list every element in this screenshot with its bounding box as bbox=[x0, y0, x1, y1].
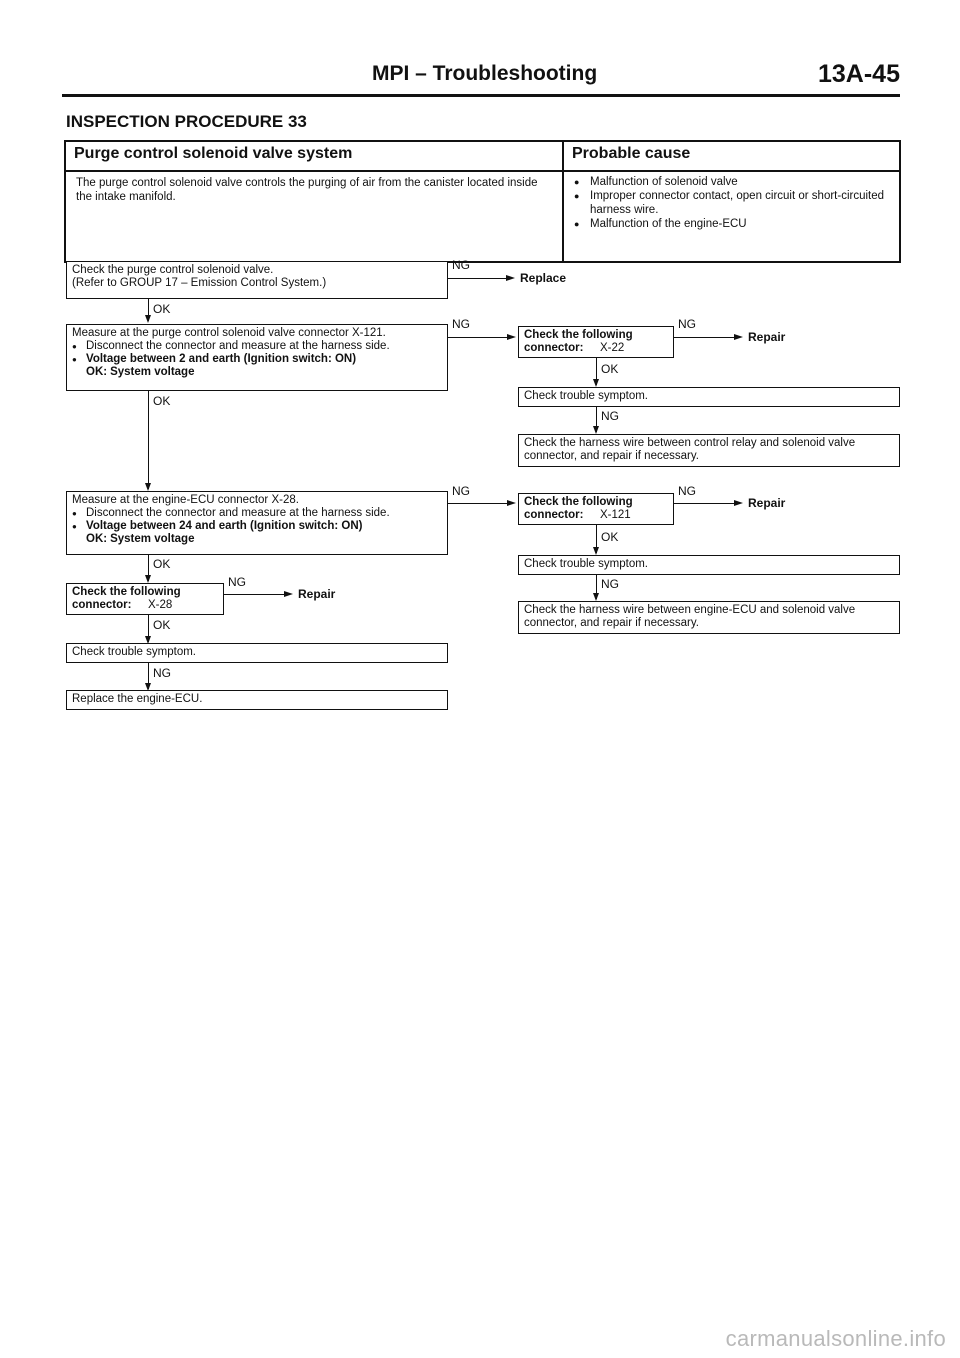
connector-line bbox=[674, 337, 736, 338]
measure-x121-box bbox=[66, 324, 448, 391]
replace-result: Replace bbox=[520, 271, 567, 285]
ok-criterion-label: OK: bbox=[86, 533, 108, 545]
page-number: 13A-45 bbox=[818, 60, 900, 88]
check-connector-value: X-121 bbox=[600, 509, 631, 521]
ok-criterion-value: System voltage bbox=[110, 366, 195, 378]
arrow-right-icon bbox=[507, 500, 516, 506]
check-trouble-text: Check trouble symptom. bbox=[524, 390, 648, 402]
arrow-right-icon bbox=[507, 334, 516, 340]
arrow-down-icon bbox=[145, 483, 151, 491]
check-connector-value: X-22 bbox=[600, 342, 625, 354]
ng-label: NG bbox=[452, 484, 470, 498]
harness-ecu-box bbox=[518, 601, 900, 634]
harness-relay-box bbox=[518, 434, 900, 467]
cause-item: ● Malfunction of the engine-ECU bbox=[574, 217, 892, 231]
connector-line bbox=[674, 503, 736, 504]
arrow-right-icon bbox=[506, 275, 515, 281]
check-solenoid-valve-box bbox=[66, 261, 448, 299]
table-divider-vertical bbox=[562, 142, 564, 261]
replace-ecu-text: Replace the engine-ECU. bbox=[72, 693, 203, 705]
ng-label: NG bbox=[678, 484, 696, 498]
repair-result: Repair bbox=[748, 330, 786, 344]
header-rule bbox=[62, 94, 900, 97]
ng-label: NG bbox=[153, 666, 171, 680]
harness-ecu-text: Check the harness wire between engine-ECU and solenoid valve connector, and repair if necessary. bbox=[524, 604, 856, 629]
arrow-down-icon bbox=[593, 593, 599, 601]
cause-table bbox=[64, 140, 901, 263]
page-header-title: MPI – Troubleshooting bbox=[372, 62, 598, 85]
repair-result: Repair bbox=[298, 587, 336, 601]
measure-x28-step: ● Disconnect the connector and measure at the harness side. bbox=[72, 507, 442, 520]
measure-x121-step: ● Voltage between 2 and earth (Ignition switch: ON) bbox=[72, 353, 442, 366]
harness-relay-text: Check the harness wire between control relay and solenoid valve connector, and repair if necessary. bbox=[524, 437, 856, 462]
connector-line bbox=[448, 337, 510, 338]
check-connector-x22-box bbox=[518, 326, 674, 358]
ok-criterion-value: System voltage bbox=[110, 533, 195, 545]
ok-label: OK bbox=[153, 302, 171, 316]
watermark: carmanualsonline.info bbox=[725, 1326, 946, 1351]
measure-x28-title: Measure at the engine-ECU connector X-28. bbox=[72, 494, 299, 506]
arrow-down-icon bbox=[593, 426, 599, 434]
measure-x121-title: Measure at the purge control solenoid valve connector X-121. bbox=[72, 327, 386, 339]
check-trouble-text: Check trouble symptom. bbox=[72, 646, 196, 658]
check-connector-label: Check the following connector: bbox=[72, 586, 181, 611]
arrow-down-icon bbox=[145, 575, 151, 583]
ng-label: NG bbox=[601, 409, 619, 423]
cause-item: ● Malfunction of solenoid valve bbox=[574, 175, 892, 189]
repair-result: Repair bbox=[748, 496, 786, 510]
arrow-down-icon bbox=[145, 315, 151, 323]
ok-label: OK bbox=[153, 618, 171, 632]
connector-line bbox=[148, 391, 149, 489]
check-valve-line1: Check the purge control solenoid valve. bbox=[72, 264, 274, 276]
arrow-right-icon bbox=[284, 591, 293, 597]
check-connector-value: X-28 bbox=[148, 599, 173, 611]
arrow-right-icon bbox=[734, 500, 743, 506]
procedure-title: INSPECTION PROCEDURE 33 bbox=[66, 112, 307, 131]
ok-label: OK bbox=[601, 530, 619, 544]
ng-label: NG bbox=[601, 577, 619, 591]
check-connector-x28-box bbox=[66, 583, 224, 615]
ok-label: OK bbox=[153, 557, 171, 571]
check-valve-line2: (Refer to GROUP 17 – Emission Control System.) bbox=[72, 277, 327, 289]
measure-x28-box bbox=[66, 491, 448, 555]
ng-label: NG bbox=[452, 258, 470, 272]
table-divider-horizontal bbox=[66, 170, 899, 172]
system-description: The purge control solenoid valve controls the purging of air from the canister located inside the intake manifold. bbox=[76, 177, 538, 203]
arrow-right-icon bbox=[734, 334, 743, 340]
system-heading: Purge control solenoid valve system bbox=[74, 145, 353, 162]
ng-label: NG bbox=[452, 317, 470, 331]
check-trouble-symptom-box bbox=[518, 555, 900, 575]
replace-ecu-box bbox=[66, 690, 448, 710]
arrow-down-icon bbox=[593, 379, 599, 387]
ok-criterion-label: OK: bbox=[86, 366, 108, 378]
ok-label: OK bbox=[153, 394, 171, 408]
connector-line bbox=[448, 278, 508, 279]
check-connector-label: Check the following connector: bbox=[524, 496, 633, 521]
probable-cause-heading: Probable cause bbox=[572, 145, 691, 162]
check-connector-x121-box bbox=[518, 493, 674, 525]
check-trouble-symptom-box bbox=[518, 387, 900, 407]
check-connector-label: Check the following connector: bbox=[524, 329, 633, 354]
ng-label: NG bbox=[678, 317, 696, 331]
measure-x28-step: ● Voltage between 24 and earth (Ignition switch: ON) bbox=[72, 520, 442, 533]
check-trouble-symptom-box bbox=[66, 643, 448, 663]
ng-label: NG bbox=[228, 575, 246, 589]
arrow-down-icon bbox=[593, 547, 599, 555]
cause-item: ● Improper connector contact, open circuit or short-circuited harness wire. bbox=[574, 189, 892, 217]
ok-label: OK bbox=[601, 362, 619, 376]
connector-line bbox=[448, 503, 510, 504]
check-trouble-text: Check trouble symptom. bbox=[524, 558, 648, 570]
measure-x121-step: ● Disconnect the connector and measure at the harness side. bbox=[72, 340, 442, 353]
connector-line bbox=[224, 594, 286, 595]
probable-cause-list bbox=[574, 175, 892, 231]
